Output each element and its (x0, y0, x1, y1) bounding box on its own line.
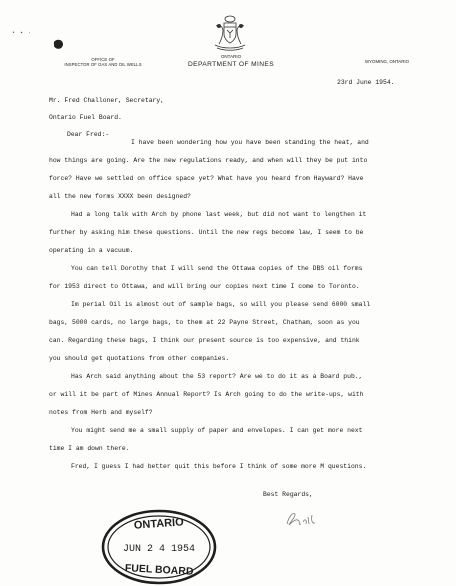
body-line: Has Arch said anything about the 53 report? Are we to do it as a Board pub., (71, 373, 363, 380)
margin-marks: • ▪ · (12, 30, 33, 36)
town-label: WYOMING, ONTARIO (364, 59, 410, 64)
body-line: You might send me a small supply of paper and envelopes. I can get more next (71, 427, 363, 434)
stamp-top-text: ONTARIO (133, 516, 185, 532)
body-line: Had a long talk with Arch by phone last week, but did not want to lengthen it (71, 211, 367, 218)
body-line: bags, 5000 cards, no large bags, to them at 22 Payne Street, Chatham, soon as you (49, 319, 360, 326)
body-line: You can tell Dorothy that I will send the Ottawa copies of the DBS oil forms (71, 265, 363, 272)
handwritten-signature (281, 508, 331, 530)
department-title: DEPARTMENT OF MINES (188, 61, 274, 68)
body-line: further by asking him these questions. Until the new regs become law, I seem to be (49, 229, 364, 236)
body-line: operating in a vacuum. (49, 247, 134, 254)
province-label: ONTARIO (220, 54, 242, 59)
body-line: I have been wondering how you have been standing the heat, and (131, 139, 369, 146)
letter-body (49, 139, 429, 472)
letter-date: 23rd June 1954. (337, 79, 395, 86)
body-line: you should get quotations from other companies. (49, 355, 230, 362)
ontario-coat-of-arms-icon (213, 14, 247, 52)
body-line: force? Have we settled on office space yet? What have you heard from Hayward? Have (49, 175, 364, 182)
ink-blot (52, 39, 64, 50)
office-label: OFFICE OF INSPECTOR OF GAS AND OIL WELLS (64, 57, 142, 67)
closing: Best Regards, (263, 491, 313, 498)
body-line: Fred, I guess I had better quit this before I think of some more M questions. (71, 463, 367, 470)
body-line: time I am down there. (49, 445, 130, 452)
salutation: Dear Fred:- (67, 131, 110, 138)
stamp-bottom-text: FUEL BOARD (124, 562, 194, 578)
body-line: all the new forms XXXX been designed? (49, 193, 191, 200)
stamp-date: JUN 2 4 1954 (122, 544, 196, 555)
recipient-name: Mr. Fred Challoner, Secretary, (49, 97, 165, 104)
recipient-organization: Ontario Fuel Board. (49, 114, 122, 121)
body-line: Im perial Oil is almost out of sample bags, so will you please send 6000 small (71, 301, 371, 308)
body-line: notes from Herb and myself? (49, 409, 153, 416)
body-line: can. Regarding these bags, I think our present source is too expensive, and think (49, 337, 360, 344)
received-stamp (100, 505, 218, 585)
body-line: or will it be part of Mines Annual Report? Is Arch going to do the write-ups, with (49, 391, 364, 398)
body-line: for 1953 direct to Ottawa, and will bring our copies next time I come to Toronto. (49, 283, 360, 290)
body-line: how things are going. Are the new regulations ready, and when will they be put into (49, 157, 368, 164)
